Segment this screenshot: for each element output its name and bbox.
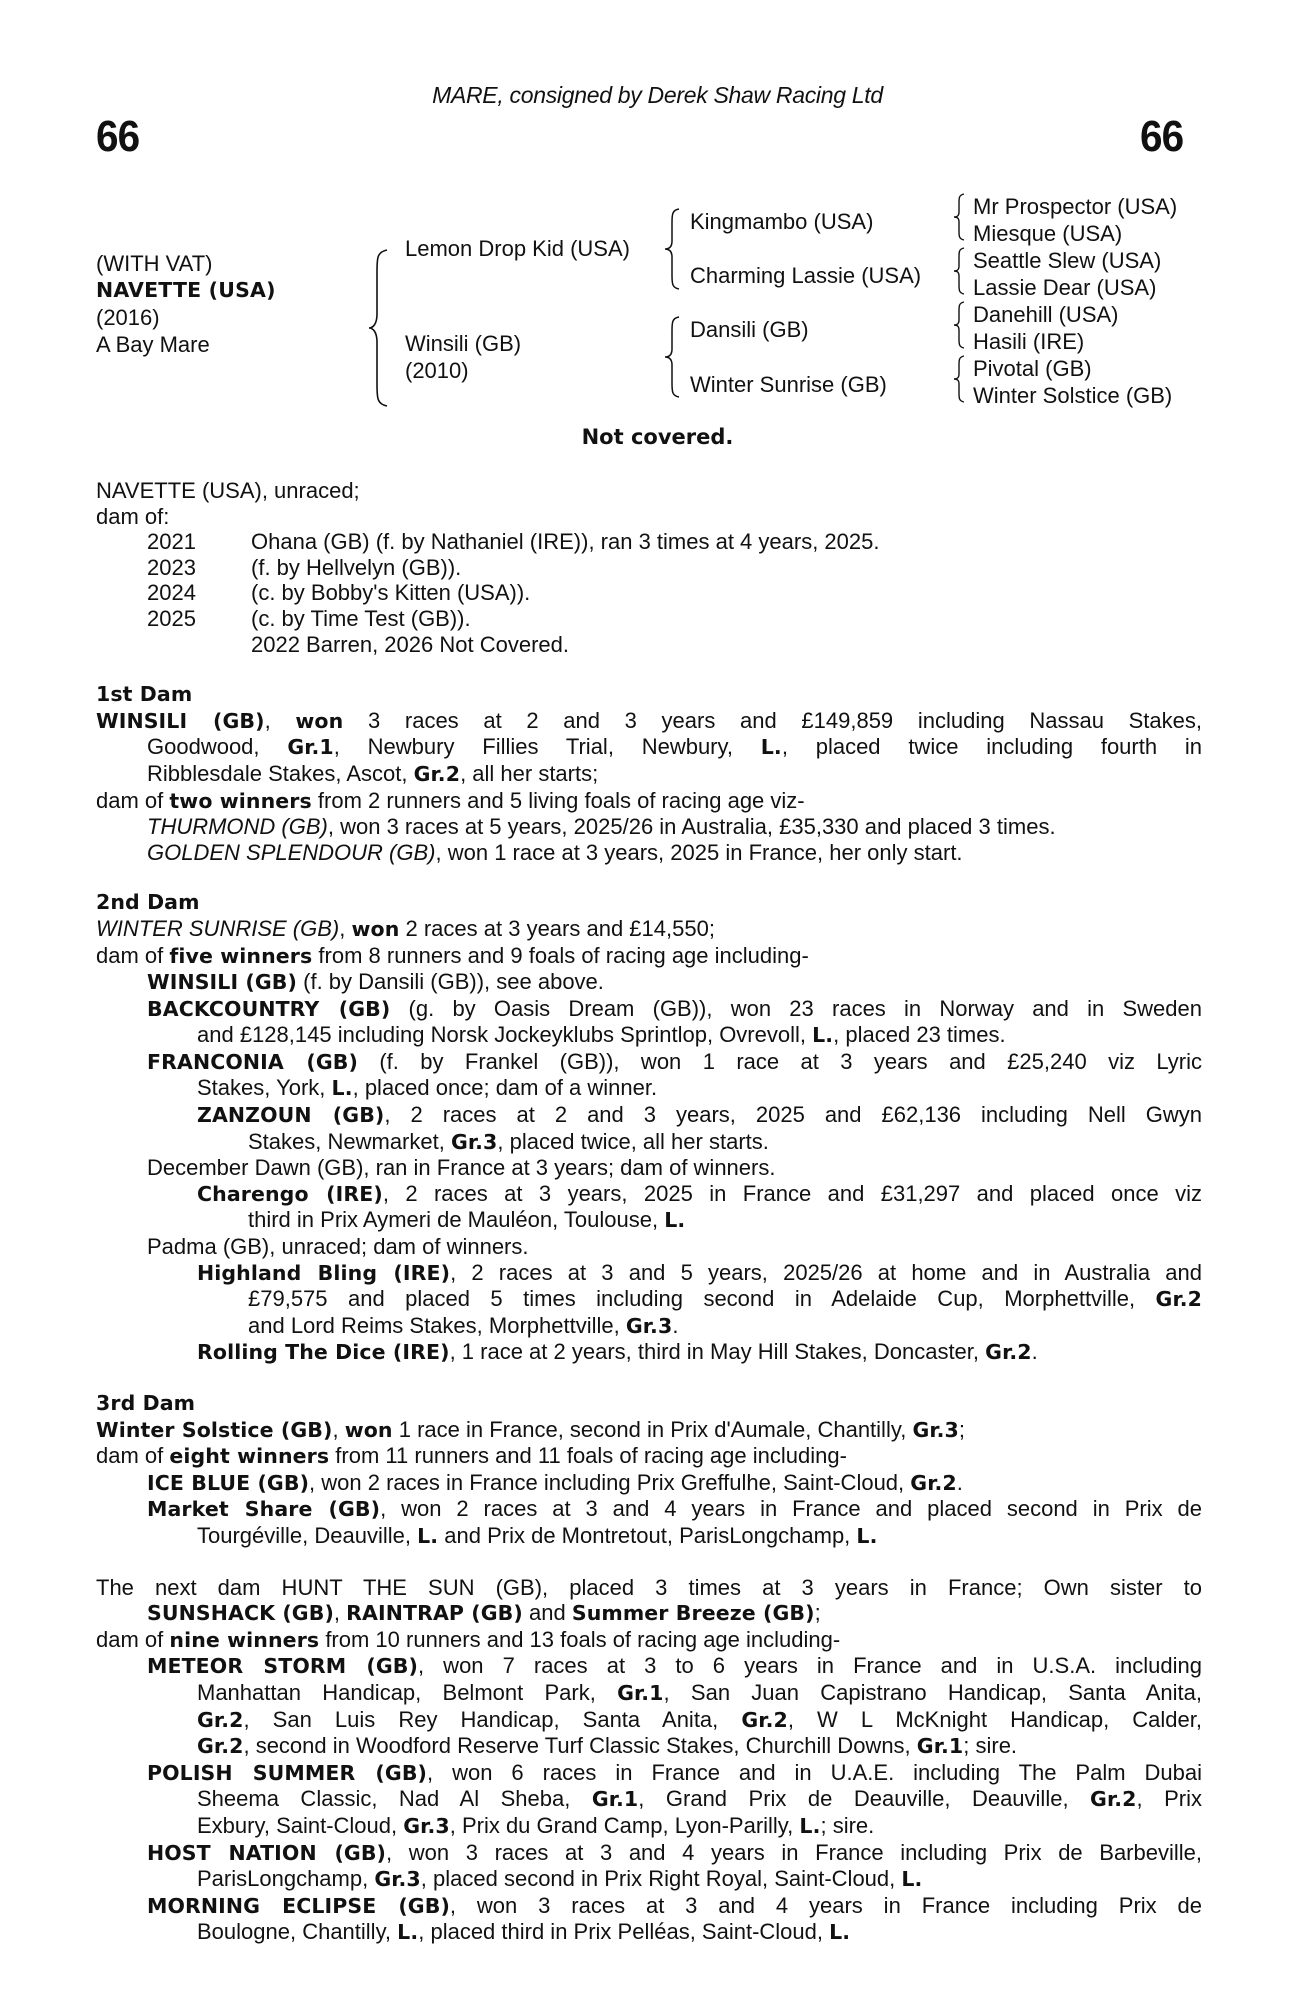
pedigree-g3-2: Miesque (USA) (973, 221, 1123, 246)
italic-text-segment: THURMOND (GB) (147, 814, 328, 840)
bold-text-segment: Winter Solstice (GB) (96, 1417, 333, 1442)
text-segment: and (522, 1600, 572, 1626)
text-segment: , (333, 1600, 347, 1626)
text-segment: , Prix du Grand Camp, Lyon-Parilly, (449, 1812, 800, 1838)
bold-text-segment: Gr.2 (1155, 1287, 1202, 1312)
pedigree-dam-year: (2010) (405, 358, 469, 383)
produce-note: 2022 Barren, 2026 Not Covered. (251, 631, 569, 657)
bold-text-segment: ZANZOUN (GB) (197, 1103, 385, 1128)
pedigree-brace-g3-1 (952, 192, 966, 242)
bold-text-segment: Rolling The Dice (IRE) (197, 1340, 450, 1365)
text-segment: , placed second in Prix Right Royal, Saint-Cloud, (420, 1866, 902, 1892)
text-segment: Stakes, Newmarket, (248, 1128, 451, 1154)
text-segment: from 10 runners and 13 foals of racing age including- (319, 1626, 841, 1652)
lot-number-left: 66 (96, 112, 140, 161)
first-dam-heading: 1st Dam (96, 682, 193, 707)
bold-text-segment: Summer Breeze (GB) (571, 1601, 815, 1626)
text-segment: , won 6 races in France and in U.A.E. including The Palm Dubai (427, 1759, 1202, 1785)
text-segment: from 11 runners and 11 foals of racing age including- (329, 1443, 847, 1469)
third-dam-line (96, 1523, 1202, 1550)
bold-text-segment: Gr.3 (912, 1417, 959, 1442)
second-dam-line (96, 1286, 1202, 1313)
text-segment: Manhattan Handicap, Belmont Park, (197, 1679, 618, 1705)
text-segment: ParisLongchamp, (197, 1866, 375, 1892)
bold-text-segment: Gr.1 (617, 1680, 664, 1705)
second-dam-line: December Dawn (GB), ran in France at 3 years; dam of winners. (147, 1155, 776, 1181)
pedigree-dam-sire: Dansili (GB) (690, 317, 809, 342)
first-dam-line (96, 761, 1202, 788)
bold-text-segment: POLISH SUMMER (GB) (147, 1760, 428, 1785)
bold-text-segment: L. (799, 1813, 821, 1838)
text-segment: , Newbury Fillies Trial, Newbury, (333, 734, 761, 760)
first-dam-line (96, 814, 1202, 840)
second-dam-line (96, 996, 1202, 1023)
bold-text-segment: L. (397, 1920, 419, 1945)
next-dam-line (96, 1786, 1202, 1813)
second-dam-line (96, 916, 1202, 943)
horse-vat-label: (WITH VAT) (96, 251, 213, 276)
bold-text-segment: L. (760, 735, 782, 760)
bold-text-segment: Gr.2 (197, 1734, 244, 1759)
text-segment: , (264, 707, 296, 733)
produce-note-row (96, 632, 1202, 658)
text-segment: from 8 runners and 9 foals of racing age including- (312, 942, 809, 968)
pedigree-brace-g3-2 (952, 246, 966, 296)
second-dam-line (96, 1075, 1202, 1102)
text-segment: , second in Woodford Reserve Turf Classic Stakes, Churchill Downs, (243, 1733, 917, 1759)
second-dam-line (96, 1181, 1202, 1208)
italic-text-segment: GOLDEN SPLENDOUR (GB) (147, 839, 436, 865)
text-segment: (f. by Dansili (GB)), see above. (297, 969, 604, 995)
text-segment: dam of (96, 1626, 170, 1652)
bold-text-segment: METEOR STORM (GB) (147, 1654, 419, 1679)
produce-dam-of: dam of: (96, 503, 170, 529)
catalogue-body (96, 478, 1202, 1946)
text-segment: Exbury, Saint-Cloud, (197, 1812, 404, 1838)
horse-description: A Bay Mare (96, 332, 210, 357)
bold-text-segment: two winners (169, 788, 312, 813)
text-segment: , 1 race at 2 years, third in May Hill Stakes, Doncaster, (449, 1339, 986, 1365)
text-segment: dam of (96, 787, 170, 813)
next-dam-line (96, 1866, 1202, 1893)
text-segment: , 2 races at 3 years, 2025 in France and £31,297 and placed once viz (382, 1180, 1203, 1206)
produce-text: (c. by Bobby's Kitten (USA)). (251, 580, 531, 606)
first-dam-line (96, 708, 1202, 735)
bold-text-segment: Gr.2 (413, 761, 461, 786)
pedigree-brace-main (367, 248, 391, 408)
text-segment: , placed twice, all her starts. (497, 1128, 769, 1154)
next-dam-line (96, 1653, 1202, 1680)
pedigree-brace-dam (663, 315, 681, 399)
bold-text-segment: nine winners (169, 1627, 320, 1652)
produce-year: 2023 (147, 554, 196, 580)
pedigree-brace-g3-4 (952, 354, 966, 404)
text-segment: . (956, 1469, 963, 1495)
second-dam-line (96, 1207, 1202, 1234)
bold-text-segment: Gr.1 (916, 1734, 964, 1759)
text-segment: , W L McKnight Handicap, Calder, (787, 1706, 1202, 1732)
text-segment: , (332, 1416, 345, 1442)
pedigree-sire: Lemon Drop Kid (USA) (405, 236, 630, 261)
text-segment: , won 3 races at 3 and 4 years in France including Prix de Barbeville, (386, 1839, 1202, 1865)
second-dam-line (96, 1102, 1202, 1129)
covering-status: Not covered. (581, 425, 734, 449)
next-dam-line (96, 1840, 1202, 1867)
pedigree-g3-4: Lassie Dear (USA) (973, 275, 1157, 300)
text-segment: 3 races at 2 and 3 years and £149,859 including Nassau Stakes, (343, 707, 1202, 733)
second-dam-line: Padma (GB), unraced; dam of winners. (147, 1234, 529, 1260)
text-segment: , won 3 races at 3 and 4 years in France including Prix de (449, 1892, 1203, 1918)
text-segment: , Prix (1136, 1786, 1203, 1812)
bold-text-segment: RAINTRAP (GB) (346, 1601, 523, 1626)
pedigree-g3-1: Mr Prospector (USA) (973, 194, 1178, 219)
bold-text-segment: ICE BLUE (GB) (147, 1470, 310, 1495)
text-segment: , won 2 races in France including Prix Greffulhe, Saint-Cloud, (309, 1469, 911, 1495)
produce-row (96, 529, 1202, 555)
text-segment: from 2 runners and 5 living foals of racing age viz- (311, 787, 805, 813)
pedigree-g3-3: Seattle Slew (USA) (973, 248, 1162, 273)
bold-text-segment: L. (856, 1523, 878, 1548)
text-segment: and £128,145 including Norsk Jockeyklubs Sprintlop, Ovrevoll, (197, 1022, 813, 1048)
produce-year: 2021 (147, 529, 196, 555)
first-dam-line (96, 788, 1202, 815)
bold-text-segment: Gr.3 (403, 1813, 450, 1838)
bold-text-segment: Gr.3 (450, 1129, 498, 1154)
produce-intro: NAVETTE (USA), unraced; (96, 478, 360, 503)
pedigree-g3-8: Winter Solstice (GB) (973, 383, 1173, 408)
next-dam-line (96, 1707, 1202, 1734)
bold-text-segment: L. (901, 1867, 923, 1892)
text-segment: Ribblesdale Stakes, Ascot, (147, 760, 414, 786)
bold-text-segment: Gr.1 (591, 1787, 639, 1812)
bold-text-segment: Gr.2 (741, 1707, 788, 1732)
next-dam-line (96, 1893, 1202, 1920)
bold-text-segment: Gr.2 (197, 1707, 244, 1732)
third-dam-line (96, 1470, 1202, 1497)
second-dam-line (96, 1022, 1202, 1049)
third-dam-heading: 3rd Dam (96, 1391, 196, 1415)
bold-text-segment: L. (829, 1920, 851, 1945)
produce-year: 2024 (147, 580, 196, 606)
text-segment: Stakes, York, (197, 1075, 332, 1101)
third-dam-line (96, 1496, 1202, 1523)
third-dam-line (96, 1417, 1202, 1444)
next-dam-line (96, 1600, 1202, 1627)
produce-year: 2025 (147, 605, 196, 631)
bold-text-segment: won (344, 1417, 393, 1442)
second-dam-line (96, 969, 1202, 996)
bold-text-segment: BACKCOUNTRY (GB) (147, 996, 391, 1021)
bold-text-segment: HOST NATION (GB) (147, 1840, 387, 1865)
text-segment: 1 race in France, second in Prix d'Aumale, Chantilly, (392, 1416, 913, 1442)
bold-text-segment: WINSILI (GB) (96, 708, 265, 733)
bold-text-segment: Market Share (GB) (147, 1497, 381, 1522)
text-segment: , won 3 races at 5 years, 2025/26 in Australia, £35,330 and placed 3 times. (327, 814, 1056, 840)
next-dam-line: The next dam HUNT THE SUN (GB), placed 3 times at 3 years in France; Own sister to (96, 1574, 1202, 1600)
bold-text-segment: eight winners (169, 1444, 330, 1469)
bold-text-segment: FRANCONIA (GB) (147, 1049, 358, 1074)
next-dam-line (96, 1919, 1202, 1946)
bold-text-segment: L. (664, 1208, 686, 1233)
produce-text: Ohana (GB) (f. by Nathaniel (IRE)), ran 3 times at 4 years, 2025. (251, 529, 880, 555)
lot-number-right: 66 (1140, 112, 1184, 161)
pedigree-g3-5: Danehill (USA) (973, 302, 1119, 327)
bold-text-segment: Gr.2 (985, 1340, 1032, 1365)
second-dam-line (96, 1339, 1202, 1366)
text-segment: ; (958, 1416, 966, 1442)
text-segment: ; sire. (820, 1812, 875, 1838)
second-dam-line (96, 943, 1202, 970)
bold-text-segment: WINSILI (GB) (147, 970, 298, 995)
bold-text-segment: five winners (169, 943, 313, 968)
produce-text: (c. by Time Test (GB)). (251, 605, 471, 631)
text-segment: , placed 23 times. (833, 1022, 1006, 1048)
bold-text-segment: L. (812, 1023, 834, 1048)
text-segment: dam of (96, 942, 170, 968)
text-segment: . (1031, 1339, 1038, 1365)
pedigree-sire-sire: Kingmambo (USA) (690, 209, 874, 234)
pedigree-g3-6: Hasili (IRE) (973, 329, 1085, 354)
text-segment: Tourgéville, Deauville, (197, 1522, 418, 1548)
text-segment: , all her starts; (460, 760, 599, 786)
bold-text-segment: MORNING ECLIPSE (GB) (147, 1893, 450, 1918)
text-segment: , won 7 races at 3 to 6 years in France and in U.S.A. including (418, 1653, 1202, 1679)
horse-foaled-year: (2016) (96, 305, 160, 330)
produce-row (96, 555, 1202, 581)
pedigree-dam-dam: Winter Sunrise (GB) (690, 372, 887, 397)
pedigree-brace-sire (663, 207, 681, 291)
bold-text-segment: Gr.1 (287, 735, 334, 760)
text-segment: Goodwood, (147, 734, 288, 760)
text-segment: , placed once; dam of a winner. (352, 1075, 658, 1101)
text-segment: third in Prix Aymeri de Mauléon, Toulouse, (248, 1207, 665, 1233)
bold-text-segment: Highland Bling (IRE) (197, 1260, 451, 1285)
bold-text-segment: L. (331, 1076, 353, 1101)
bold-text-segment: Gr.2 (910, 1470, 957, 1495)
text-segment: , San Juan Capistrano Handicap, Santa Anita, (663, 1679, 1202, 1705)
text-segment: ; (814, 1600, 821, 1626)
text-segment: , placed twice including fourth in (781, 734, 1202, 760)
text-segment: ; sire. (963, 1733, 1018, 1759)
text-segment: Boulogne, Chantilly, (197, 1919, 398, 1945)
first-dam-line (96, 840, 1202, 866)
next-dam-line (96, 1813, 1202, 1840)
bold-text-segment: won (295, 708, 344, 733)
text-segment: and Prix de Montretout, ParisLongchamp, (438, 1522, 857, 1548)
text-segment: , won 2 races at 3 and 4 years in France and placed second in Prix de (380, 1496, 1202, 1522)
text-segment: , won 1 race at 3 years, 2025 in France, her only start. (435, 839, 963, 865)
text-segment: , (339, 915, 352, 941)
text-segment: (f. by Frankel (GB)), won 1 race at 3 years and £25,240 viz Lyric (357, 1048, 1202, 1074)
text-segment: . (672, 1312, 679, 1338)
second-dam-heading: 2nd Dam (96, 890, 200, 915)
text-segment: (g. by Oasis Dream (GB)), won 23 races in Norway and in Sweden (390, 995, 1202, 1021)
second-dam-line (96, 1129, 1202, 1156)
text-segment: 2 races at 3 years and £14,550; (399, 915, 715, 941)
pedigree-sire-dam: Charming Lassie (USA) (690, 263, 922, 288)
bold-text-segment: Gr.3 (374, 1867, 421, 1892)
text-segment: Sheema Classic, Nad Al Sheba, (197, 1786, 592, 1812)
next-dam-line (96, 1627, 1202, 1654)
produce-text: (f. by Hellvelyn (GB)). (251, 554, 462, 580)
pedigree-brace-g3-3 (952, 300, 966, 350)
catalogue-page-title: MARE, consigned by Derek Shaw Racing Ltd (432, 82, 883, 108)
text-segment: , 2 races at 2 and 3 years, 2025 and £62,136 including Nell Gwyn (384, 1102, 1202, 1128)
next-dam-line (96, 1680, 1202, 1707)
pedigree-dam: Winsili (GB) (405, 331, 522, 356)
produce-row (96, 606, 1202, 632)
text-segment: dam of (96, 1443, 170, 1469)
bold-text-segment: Gr.3 (625, 1313, 673, 1338)
second-dam-line (96, 1260, 1202, 1287)
bold-text-segment: SUNSHACK (GB) (147, 1601, 334, 1626)
next-dam-line (96, 1760, 1202, 1787)
second-dam-line (96, 1313, 1202, 1340)
text-segment: , Grand Prix de Deauville, Deauville, (638, 1786, 1091, 1812)
bold-text-segment: L. (417, 1523, 439, 1548)
text-segment: , 2 races at 3 and 5 years, 2025/26 at home and in Australia and (450, 1259, 1202, 1285)
italic-text-segment: WINTER SUNRISE (GB) (96, 915, 340, 941)
bold-text-segment: won (351, 916, 400, 941)
bold-text-segment: Gr.2 (1090, 1787, 1137, 1812)
second-dam-line (96, 1049, 1202, 1076)
third-dam-line (96, 1443, 1202, 1470)
first-dam-line (96, 734, 1202, 761)
text-segment: and Lord Reims Stakes, Morphettville, (248, 1312, 626, 1338)
produce-row (96, 580, 1202, 606)
next-dam-line (96, 1733, 1202, 1760)
text-segment: £79,575 and placed 5 times including second in Adelaide Cup, Morphettville, (248, 1286, 1156, 1312)
bold-text-segment: Charengo (IRE) (197, 1181, 383, 1206)
text-segment: , placed third in Prix Pelléas, Saint-Cloud, (418, 1919, 830, 1945)
horse-name: NAVETTE (USA) (96, 278, 276, 302)
text-segment: , San Luis Rey Handicap, Santa Anita, (243, 1706, 742, 1732)
pedigree-g3-7: Pivotal (GB) (973, 356, 1092, 381)
